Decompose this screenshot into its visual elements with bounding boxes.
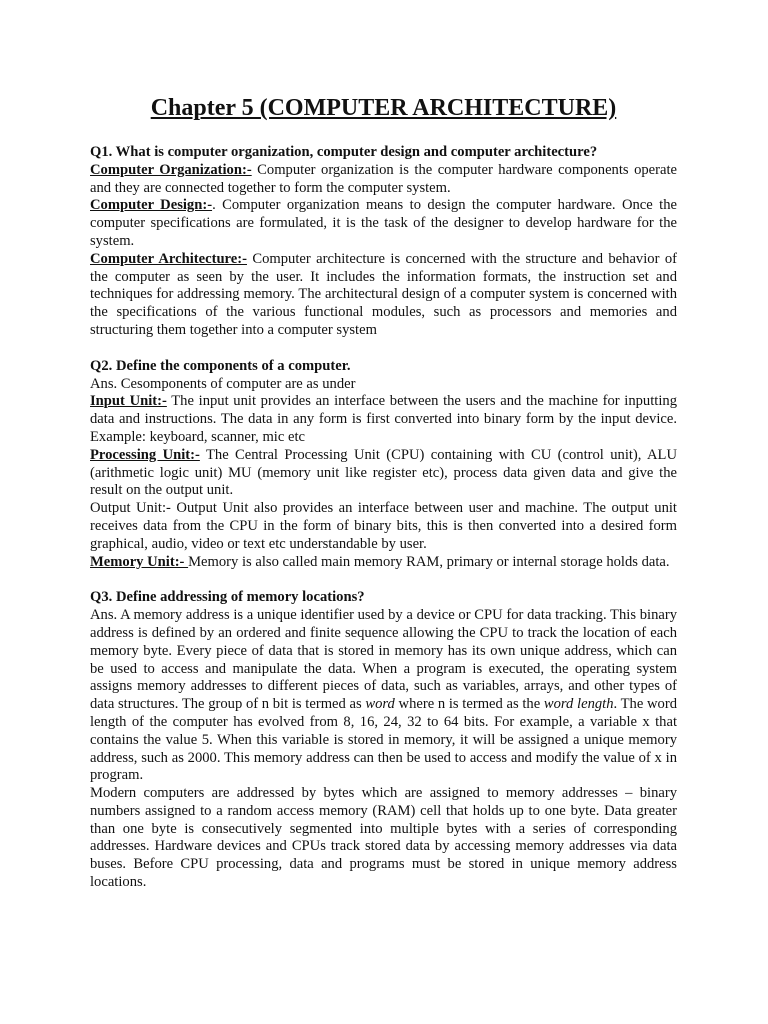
design-text: . Computer organization means to design the computer hardware. Once the computer specifications are formulated, it is the task of the designer to develop hardware for the system. (90, 197, 677, 249)
q2-answer-intro: Ans. Cesomponents of computer are as under (90, 375, 356, 392)
q2-memory-unit (90, 554, 677, 572)
q1-organization (90, 162, 677, 198)
q1-question: Q1. What is computer organization, computer design and computer architecture? (90, 144, 598, 160)
q2-input-unit (90, 393, 677, 446)
memory-unit-label: Memory Unit:- (90, 553, 189, 570)
q2-output-unit: Output Unit:- Output Unit also provides an interface between user and machine. The output unit receives data from the CPU in the form of binary bits, this is then converted into a desired form graphical, audio, video or text etc understandable by user. (90, 500, 677, 552)
organization-label: Computer Organization:- (90, 161, 252, 178)
q3-question: Q3. Define addressing of memory locations? (90, 589, 365, 606)
input-unit-text: The input unit provides an interface between the users and the machine for inputting data and instructions. The data in any form is first converted into binary form by the input device. Example: keyboard, scanner, mic etc (90, 393, 677, 445)
document-page (90, 92, 677, 892)
section-gap (90, 571, 677, 589)
word-length-term: word length (543, 696, 614, 713)
q3-paragraph-2: Modern computers are addressed by bytes which are assigned to memory addresses – binary numbers assigned to a random access memory (RAM) cell that holds up to one byte. Data greater than one byte is consecutively segmented into multiple bytes with a series of corresponding addresses. Hardware devices and CPUs track stored data by accessing memory addresses via data buses. Before CPU processing, data and programs must be stored in unique memory address locations. (90, 785, 677, 891)
q1-design (90, 197, 677, 250)
design-label: Computer Design:- (90, 197, 213, 214)
chapter-title: Chapter 5 (COMPUTER ARCHITECTURE) (150, 95, 617, 121)
section-gap (90, 340, 677, 358)
q3-paragraph-1: Ans. A memory address is a unique identifier used by a device or CPU for data tracking. This binary address is defined by an ordered and finite sequence allowing the CPU to track the location of each memory byte. Every piece of data that is stored in memory has its own unique address, which can be used to access and manipulate the data. When a program is executed, the operating system assigns memory addresses to different pieces of data, such as variables, arrays, and other types of data structures. The group of n bit is termed as word where n is termed as the word length. The word length of the computer has evolved from 8, 16, 24, 32 to 64 bits. For example, a variable x that contains the value 5. When this variable is stored in memory, it will be assigned a unique memory address, such as 2000. This memory address can then be used to access and modify the value of x in program. (90, 607, 677, 784)
processing-unit-label: Processing Unit:- (90, 446, 200, 463)
q2-question: Q2. Define the components of a computer. (90, 357, 351, 374)
q1-architecture (90, 251, 677, 340)
processing-unit-text: The Central Processing Unit (CPU) containing with CU (control unit), ALU (arithmetic logic unit) MU (memory unit like register etc), process data given data and give the result on the output unit. (90, 446, 677, 499)
input-unit-label: Input Unit:- (90, 393, 167, 410)
word-term: word (365, 696, 395, 713)
architecture-text: Computer architecture is concerned with the structure and behavior of the computer as seen by the user. It includes the information formats, the instruction set and techniques for addressing memory. The architectural design of a computer system is concerned with the specifications of the various functional modules, such as processors and memories and structuring them together into a computer system (90, 250, 677, 338)
architecture-label: Computer Architecture:- (90, 250, 247, 267)
memory-unit-text: Memory is also called main memory RAM, primary or internal storage holds data. (188, 553, 670, 570)
q2-processing-unit (90, 447, 677, 500)
organization-text: Computer organization is the computer hardware components operate and they are connected together to form the computer system. (90, 161, 678, 196)
